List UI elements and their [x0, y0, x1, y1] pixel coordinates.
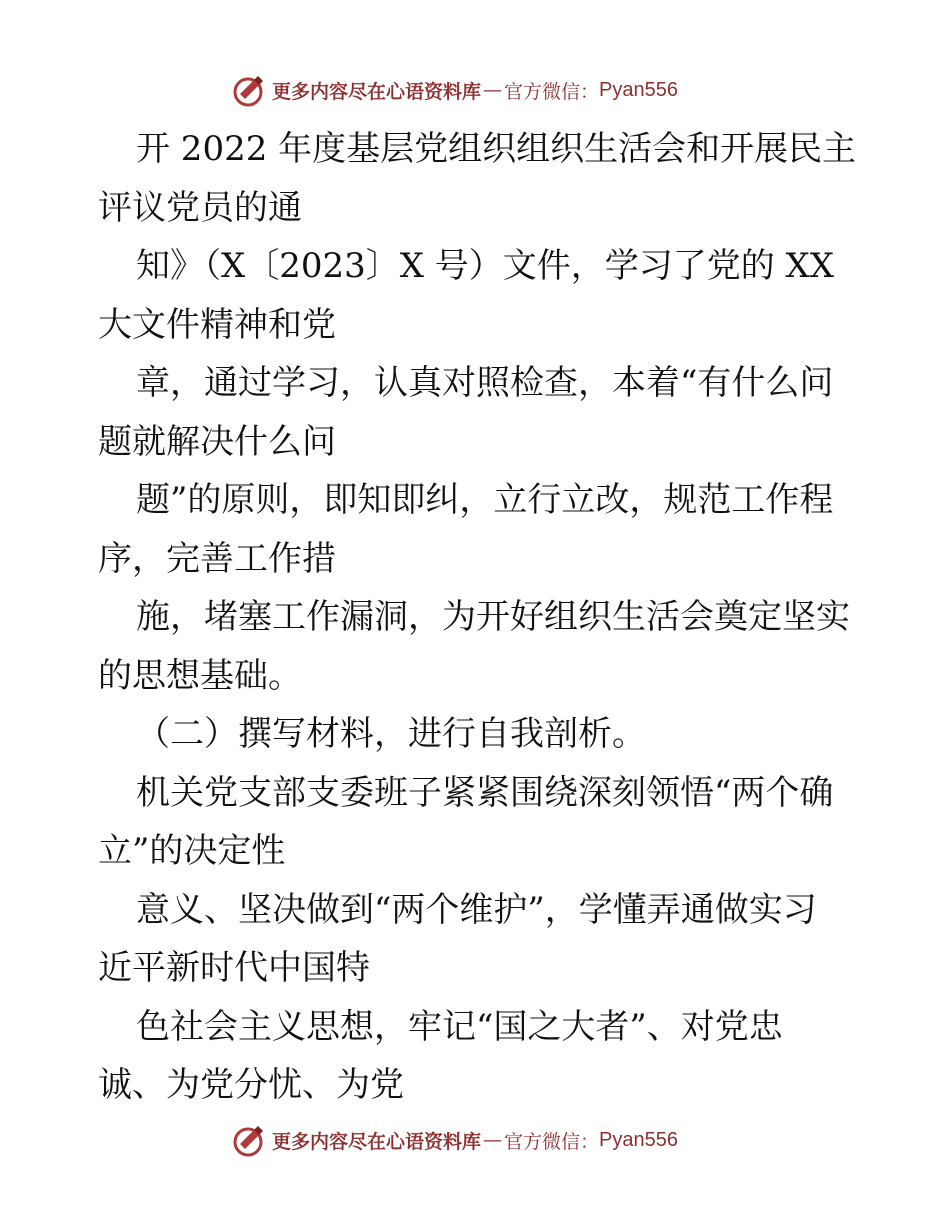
banner-slogan: 更多内容尽在心语资料库 — [272, 80, 482, 103]
banner-wechat-label: 官方微信： — [504, 1130, 600, 1153]
body-line: 大文件精神和党 — [98, 304, 336, 345]
body-line: 近平新时代中国特 — [98, 948, 370, 988]
body-line: 诚、为党分忧、为党 — [98, 1065, 404, 1105]
body-line: 意义、坚决做到“两个维护”，学懂弄通做实习 — [136, 889, 817, 930]
banner-dash: — — [483, 79, 503, 101]
banner-wechat-label: 官方微信： — [504, 80, 600, 103]
body-line: 知》（X〔2023〕X 号）文件，学习了党的 XX — [136, 246, 834, 286]
document-body — [98, 120, 868, 1115]
body-line: 色社会主义思想，牢记“国之大者”、对党忠 — [136, 1006, 783, 1047]
body-line: 立”的决定性 — [98, 831, 286, 871]
body-line: 的思想基础。 — [98, 655, 302, 696]
body-line: 题”的原则，即知即纠，立行立改，规范工作程 — [136, 480, 834, 520]
banner-slogan: 更多内容尽在心语资料库 — [272, 1130, 482, 1153]
body-line: 开 2022 年度基层党组织组织生活会和开展民主 — [136, 129, 857, 169]
section-heading: （二）撰写材料，进行自我剖析。 — [136, 714, 646, 754]
banner-dash: — — [483, 1129, 503, 1151]
pen-logo-icon — [232, 72, 268, 108]
body-line: 章，通过学习，认真对照检查，本着“有什么问 — [136, 363, 834, 403]
pen-logo-icon — [232, 1122, 268, 1158]
body-line: 评议党员的通 — [98, 187, 302, 228]
banner-wechat-id: Pyan556 — [599, 1128, 678, 1151]
banner-wechat-id: Pyan556 — [599, 78, 678, 101]
body-line: 序，完善工作措 — [98, 538, 336, 579]
body-line: 题就解决什么问 — [98, 421, 336, 462]
header-banner — [232, 70, 752, 110]
body-line: 机关党支部支委班子紧紧围绕深刻领悟“两个确 — [136, 772, 834, 813]
footer-banner — [232, 1120, 752, 1160]
body-line: 施，堵塞工作漏洞，为开好组织生活会奠定坚实 — [136, 597, 850, 637]
